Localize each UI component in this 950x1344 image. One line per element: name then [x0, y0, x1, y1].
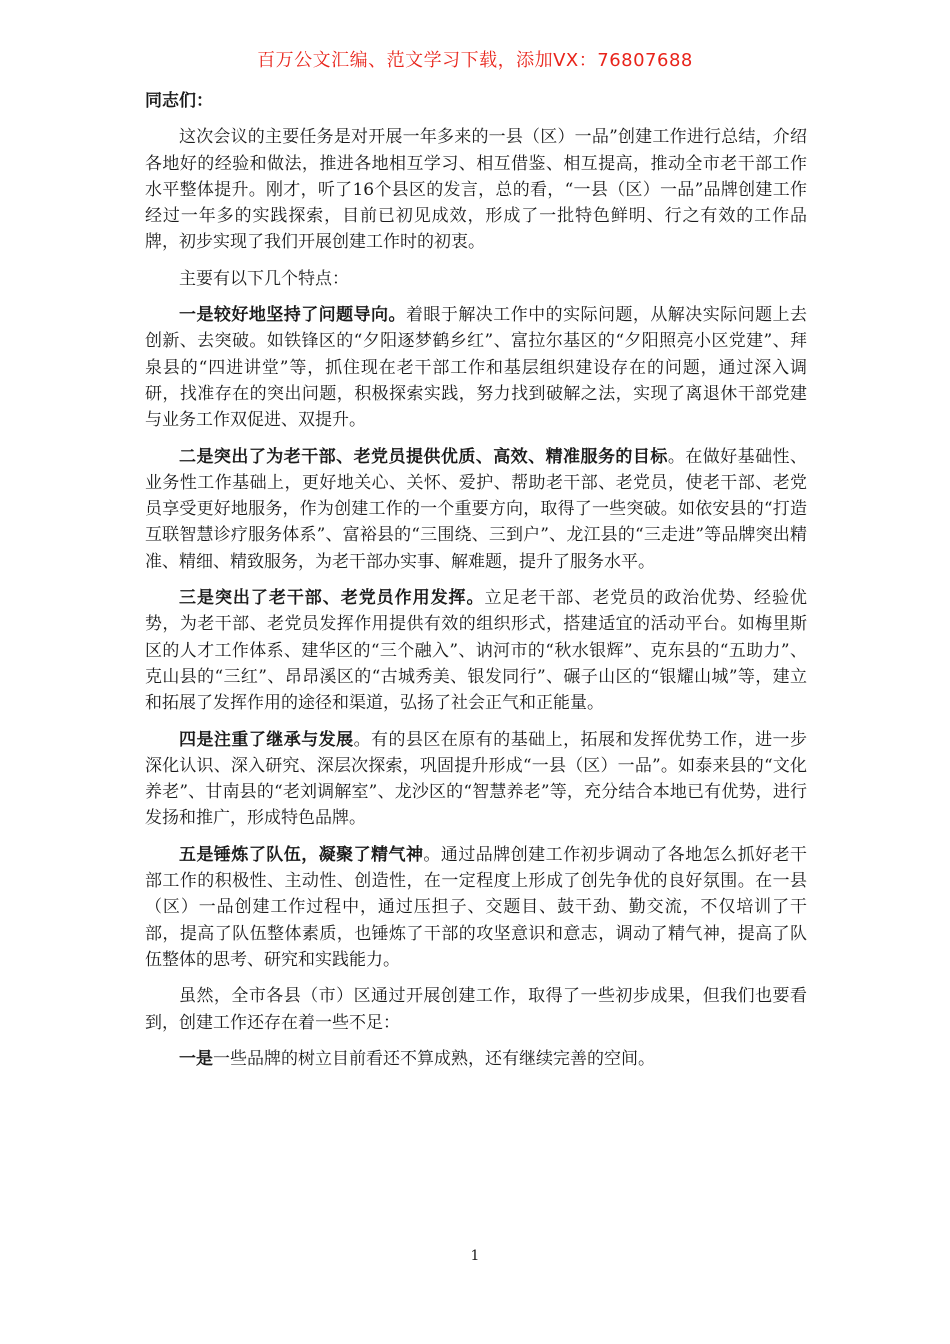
- paragraph-lead: 四是注重了继承与发展: [179, 729, 354, 750]
- paragraph-text: 。有的县区在原有的基础上，拓展和发挥优势工作，进一步深化认识、深入研究、深层次探索，巩固提升形成“一县（区）一品”。如泰来县的“文化养老”、甘南县的“老刘调解室”、龙沙区的“智慧养老”等，充分结合本地已有优势，进行发扬和推广，形成特色品牌。: [145, 729, 808, 829]
- paragraph-text: 着眼于解决工作中的实际问题，从解决实际问题上去创新、去突破。如铁锋区的“夕阳逐梦鹤乡红”、富拉尔基区的“夕阳照亮小区党建”、拜泉县的“四进讲堂”等，抓住现在老干部工作和基层组织建设存在的问题，通过深入调研，找准存在的突出问题，积极探索实践，努力找到破解之法，实现了离退休干部党建与业务工作双促进、双提升。: [145, 305, 808, 431]
- paragraph-text: 一些品牌的树立目前看还不算成熟，还有继续完善的空间。: [213, 1048, 655, 1069]
- paragraph-lead: 三是突出了老干部、老党员作用发挥。: [179, 588, 485, 609]
- salutation: 同志们：: [145, 91, 213, 111]
- paragraph-lead: 五是锤炼了队伍，凝聚了精气神: [179, 844, 424, 865]
- paragraph-text: 虽然，全市各县（市）区通过开展创建工作，取得了一些初步成果，但我们也要看到，创建工作还存在着一些不足：: [145, 986, 807, 1033]
- paragraph: [145, 1046, 807, 1072]
- paragraph-text: 主要有以下几个特点：: [179, 268, 349, 289]
- paragraph: [145, 983, 807, 1036]
- paragraph: [145, 842, 807, 973]
- paragraph-lead: 二是突出了为老干部、老党员提供优质、高效、精准服务的目标: [179, 446, 668, 467]
- paragraph-text: 。在做好基础性、业务性工作基础上，更好地关心、关怀、爱护、帮助老干部、老党员，使老干部、老党员享受更好地服务，作为创建工作的一个重要方向，取得了一些突破。如依安县的“打造互联智慧诊疗服务体系”、富裕县的“三围绕、三到户”、龙江县的“三走进”等品牌突出精准、精细、精致服务，为老干部办实事、解难题，提升了服务水平。: [145, 446, 808, 572]
- paragraph-text: 立足老干部、老党员的政治优势、经验优势，为老干部、老党员发挥作用提供有效的组织形式，搭建适宜的活动平台。如梅里斯区的人才工作体系、建华区的“三个融入”、讷河市的“秋水银辉”、克东县的“五助力”、克山县的“三红”、昂昂溪区的“古城秀美、银发同行”、碾子山区的“银耀山城”等，建立和拓展了发挥作用的途径和渠道，弘扬了社会正气和正能量。: [145, 588, 807, 714]
- page-number: 1: [470, 1248, 480, 1264]
- paragraph-text: 。通过品牌创建工作初步调动了各地怎么抓好老干部工作的积极性、主动性、创造性，在一定程度上形成了创先争优的良好氛围。在一县（区）一品创建工作过程中，通过压担子、交题目、鼓干劲、勤交流，不仅培训了干部，提高了队伍整体素质，也锤炼了干部的攻坚意识和意志，调动了精气神，提高了队伍整体的思考、研究和实践能力。: [145, 844, 808, 970]
- paragraph: [145, 727, 807, 832]
- paragraph: [145, 302, 807, 433]
- paragraph-text: 这次会议的主要任务是对开展一年多来的一县（区）一品”创建工作进行总结，介绍各地好的经验和做法，推进各地相互学习、相互借鉴、相互提高，推动全市老干部工作水平整体提升。刚才，听了16个县区的发言，总的看，“一县（区）一品”品牌创建工作经过一年多的实践探索，目前已初见成效，形成了一批特色鲜明、行之有效的工作品牌，初步实现了我们开展创建工作时的初衷。: [145, 127, 807, 253]
- paragraph: [145, 124, 807, 255]
- paragraph-lead: 一是较好地坚持了问题导向。: [179, 305, 406, 326]
- paragraph: [145, 444, 807, 575]
- watermark-banner: 百万公文汇编、范文学习下载，添加VX：76807688: [257, 50, 693, 71]
- document-body: [145, 84, 807, 1082]
- paragraph: [145, 266, 807, 292]
- paragraph-lead: 一是: [179, 1048, 213, 1069]
- paragraph: [145, 585, 807, 716]
